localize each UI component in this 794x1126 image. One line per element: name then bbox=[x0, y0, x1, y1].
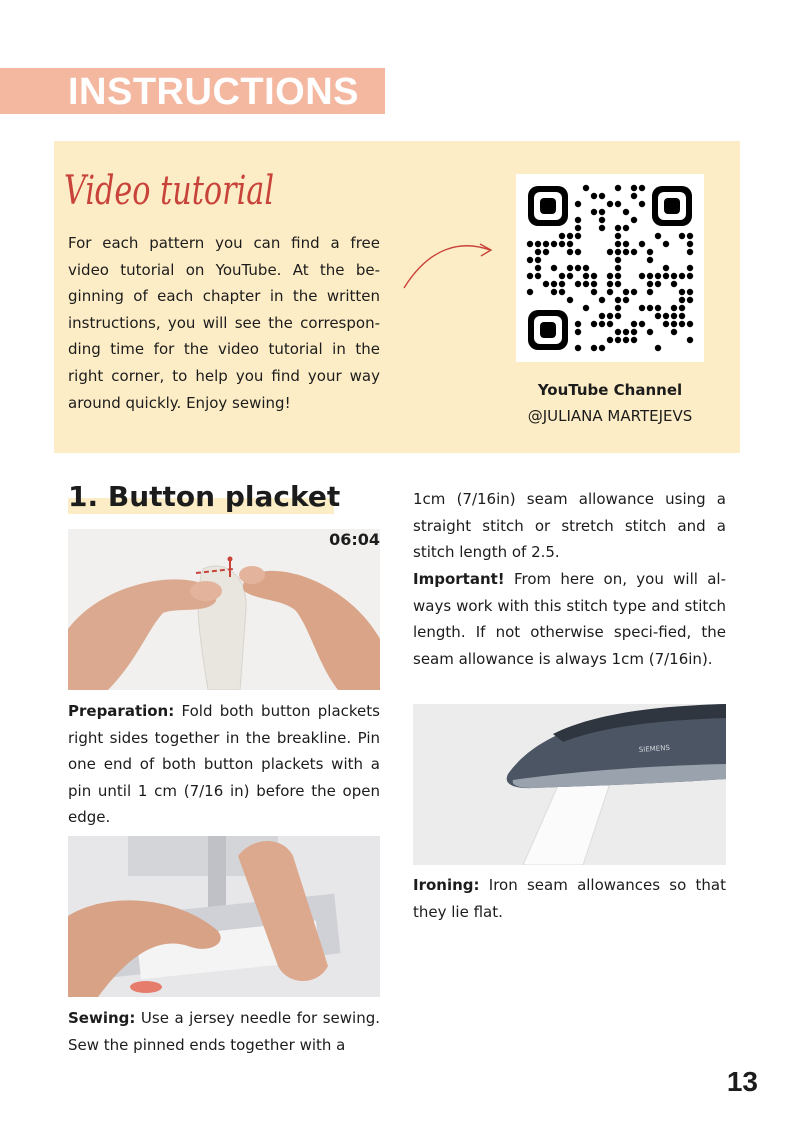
qr-module bbox=[551, 281, 557, 287]
qr-module bbox=[607, 289, 613, 295]
youtube-channel-handle[interactable]: @JULIANA MARTEJEVS bbox=[527, 407, 693, 425]
ironing-label: Ironing: bbox=[413, 876, 480, 894]
qr-module bbox=[599, 321, 605, 327]
qr-module bbox=[607, 321, 613, 327]
page-number: 13 bbox=[726, 1066, 758, 1097]
qr-module bbox=[575, 217, 581, 223]
qr-module bbox=[623, 225, 629, 231]
qr-module bbox=[615, 337, 621, 343]
qr-module bbox=[631, 329, 637, 335]
qr-module bbox=[607, 281, 613, 287]
qr-module bbox=[687, 249, 693, 255]
qr-module bbox=[543, 241, 549, 247]
qr-module bbox=[615, 265, 621, 271]
qr-module bbox=[527, 241, 533, 247]
qr-module bbox=[679, 305, 685, 311]
qr-module bbox=[599, 297, 605, 303]
preparation-paragraph bbox=[68, 698, 380, 831]
qr-module bbox=[543, 281, 549, 287]
qr-module bbox=[631, 289, 637, 295]
qr-module bbox=[679, 313, 685, 319]
qr-module bbox=[671, 281, 677, 287]
qr-module bbox=[567, 241, 573, 247]
qr-module bbox=[655, 345, 661, 351]
sewing-paragraph bbox=[68, 1005, 380, 1058]
qr-module bbox=[559, 241, 565, 247]
qr-module bbox=[615, 249, 621, 255]
qr-code-icon bbox=[526, 184, 694, 352]
qr-module bbox=[527, 273, 533, 279]
qr-module bbox=[591, 289, 597, 295]
qr-module bbox=[615, 241, 621, 247]
preparation-label: Preparation: bbox=[68, 702, 175, 720]
qr-module bbox=[583, 265, 589, 271]
qr-module bbox=[615, 225, 621, 231]
youtube-qr-code[interactable] bbox=[516, 174, 704, 362]
qr-module bbox=[607, 337, 613, 343]
qr-module bbox=[543, 249, 549, 255]
qr-module bbox=[655, 305, 661, 311]
qr-module bbox=[551, 265, 557, 271]
qr-module bbox=[687, 321, 693, 327]
video-tutorial-text: For each pattern you can find a free video tutorial on YouTube. At the be-ginning of each chapter in the written instructions, you will see the correspon-ding time for the video tutorial in the right corner, to help you find your way around quickly. Enjoy sewing! bbox=[68, 234, 380, 412]
qr-module bbox=[615, 273, 621, 279]
qr-module bbox=[591, 321, 597, 327]
qr-module bbox=[599, 225, 605, 231]
qr-module bbox=[647, 249, 653, 255]
qr-module bbox=[647, 273, 653, 279]
qr-module bbox=[599, 217, 605, 223]
qr-module bbox=[631, 249, 637, 255]
qr-module bbox=[623, 289, 629, 295]
qr-module bbox=[663, 241, 669, 247]
qr-module bbox=[615, 313, 621, 319]
qr-module bbox=[575, 329, 581, 335]
qr-module bbox=[575, 281, 581, 287]
qr-module bbox=[687, 289, 693, 295]
qr-module bbox=[655, 313, 661, 319]
qr-module bbox=[535, 265, 541, 271]
qr-module bbox=[575, 201, 581, 207]
photo-sewing-machine bbox=[68, 836, 380, 997]
qr-module bbox=[559, 281, 565, 287]
qr-module bbox=[567, 233, 573, 239]
qr-module bbox=[631, 337, 637, 343]
qr-module bbox=[599, 209, 605, 215]
qr-module bbox=[671, 329, 677, 335]
qr-module bbox=[551, 241, 557, 247]
qr-module bbox=[615, 305, 621, 311]
qr-module bbox=[639, 201, 645, 207]
qr-module bbox=[535, 241, 541, 247]
qr-module bbox=[567, 249, 573, 255]
qr-module bbox=[655, 273, 661, 279]
qr-module bbox=[655, 233, 661, 239]
qr-module bbox=[575, 265, 581, 271]
qr-module bbox=[687, 297, 693, 303]
sewing-text: Use a jersey needle for sewing. Sew the pinned ends together with a bbox=[68, 1009, 380, 1054]
video-tutorial-heading-text: Video tutorial bbox=[64, 168, 274, 214]
qr-module bbox=[591, 345, 597, 351]
qr-module bbox=[679, 289, 685, 295]
important-text: From here on, you will al-ways work with this stitch type and stitch length. If not otherwise speci-fied, the seam allowance is always 1cm (7/16in). bbox=[413, 570, 726, 668]
qr-module bbox=[615, 257, 621, 263]
qr-module bbox=[551, 289, 557, 295]
iron-brand-label: SIEMENS bbox=[638, 743, 671, 754]
important-paragraph bbox=[413, 566, 726, 672]
qr-module bbox=[663, 273, 669, 279]
video-tutorial-heading bbox=[60, 152, 360, 222]
qr-module bbox=[535, 273, 541, 279]
qr-module bbox=[567, 265, 573, 271]
qr-module bbox=[535, 257, 541, 263]
qr-module bbox=[623, 297, 629, 303]
qr-module bbox=[671, 305, 677, 311]
qr-module bbox=[623, 337, 629, 343]
youtube-channel-label: YouTube Channel bbox=[537, 381, 683, 399]
preparation-text: Fold both button plackets right sides together in the breakline. Pin one end of both button plackets with a pin until 1 cm (7/16 in) before the open edge. bbox=[68, 702, 380, 827]
qr-module bbox=[607, 201, 613, 207]
qr-module bbox=[591, 193, 597, 199]
qr-module bbox=[575, 225, 581, 231]
qr-module bbox=[655, 281, 661, 287]
qr-module bbox=[623, 249, 629, 255]
ironing-paragraph bbox=[413, 872, 726, 925]
qr-module bbox=[647, 289, 653, 295]
section-title: 1. Button placket bbox=[68, 480, 341, 513]
qr-module bbox=[639, 321, 645, 327]
qr-module bbox=[583, 273, 589, 279]
qr-module bbox=[607, 249, 613, 255]
qr-module bbox=[567, 273, 573, 279]
page-heading: INSTRUCTIONS bbox=[68, 71, 359, 113]
qr-module bbox=[615, 281, 621, 287]
qr-module bbox=[671, 313, 677, 319]
qr-module bbox=[591, 281, 597, 287]
qr-module bbox=[599, 313, 605, 319]
qr-module bbox=[575, 321, 581, 327]
qr-module bbox=[639, 241, 645, 247]
qr-module bbox=[663, 321, 669, 327]
qr-module bbox=[679, 321, 685, 327]
qr-module bbox=[615, 185, 621, 191]
qr-module bbox=[687, 241, 693, 247]
sewing-continued-paragraph: 1cm (7/16in) seam allowance using a straight stitch or stretch stitch and a stitch length of 2.5. bbox=[413, 490, 726, 562]
qr-module bbox=[631, 185, 637, 191]
qr-module bbox=[583, 305, 589, 311]
qr-module bbox=[591, 209, 597, 215]
qr-module bbox=[647, 281, 653, 287]
qr-module bbox=[647, 257, 653, 263]
qr-module bbox=[615, 329, 621, 335]
qr-module bbox=[615, 297, 621, 303]
qr-module bbox=[623, 241, 629, 247]
qr-module bbox=[679, 273, 685, 279]
qr-module bbox=[567, 297, 573, 303]
qr-module bbox=[591, 273, 597, 279]
qr-module bbox=[559, 233, 565, 239]
photo-folding-placket bbox=[68, 529, 380, 690]
qr-module bbox=[575, 249, 581, 255]
qr-module bbox=[599, 345, 605, 351]
qr-module bbox=[623, 329, 629, 335]
qr-module bbox=[583, 281, 589, 287]
video-timestamp: 06:04 bbox=[329, 530, 380, 549]
qr-module bbox=[631, 217, 637, 223]
qr-module bbox=[631, 193, 637, 199]
qr-module bbox=[607, 313, 613, 319]
ironing-text: Iron seam allowances so that they lie flat. bbox=[413, 876, 726, 921]
qr-module bbox=[615, 233, 621, 239]
arrow-icon bbox=[400, 236, 500, 296]
qr-module bbox=[639, 185, 645, 191]
qr-module bbox=[671, 321, 677, 327]
sewing-label: Sewing: bbox=[68, 1009, 136, 1027]
qr-module bbox=[623, 209, 629, 215]
qr-module bbox=[687, 273, 693, 279]
qr-module bbox=[575, 233, 581, 239]
qr-module bbox=[607, 273, 613, 279]
qr-module bbox=[639, 273, 645, 279]
qr-module bbox=[631, 321, 637, 327]
qr-module bbox=[671, 273, 677, 279]
qr-module bbox=[559, 289, 565, 295]
qr-module bbox=[527, 257, 533, 263]
qr-module bbox=[647, 305, 653, 311]
qr-module bbox=[663, 313, 669, 319]
qr-module bbox=[639, 305, 645, 311]
important-label: Important! bbox=[413, 570, 505, 588]
qr-module bbox=[647, 329, 653, 335]
qr-module bbox=[527, 289, 533, 295]
qr-module bbox=[599, 193, 605, 199]
qr-module bbox=[559, 273, 565, 279]
qr-module bbox=[615, 201, 621, 207]
qr-module bbox=[687, 337, 693, 343]
qr-module bbox=[663, 265, 669, 271]
qr-module bbox=[575, 345, 581, 351]
qr-module bbox=[679, 297, 685, 303]
qr-module bbox=[687, 233, 693, 239]
qr-module bbox=[583, 185, 589, 191]
qr-module bbox=[535, 249, 541, 255]
qr-module bbox=[679, 233, 685, 239]
photo-ironing bbox=[413, 704, 726, 865]
qr-module bbox=[687, 265, 693, 271]
